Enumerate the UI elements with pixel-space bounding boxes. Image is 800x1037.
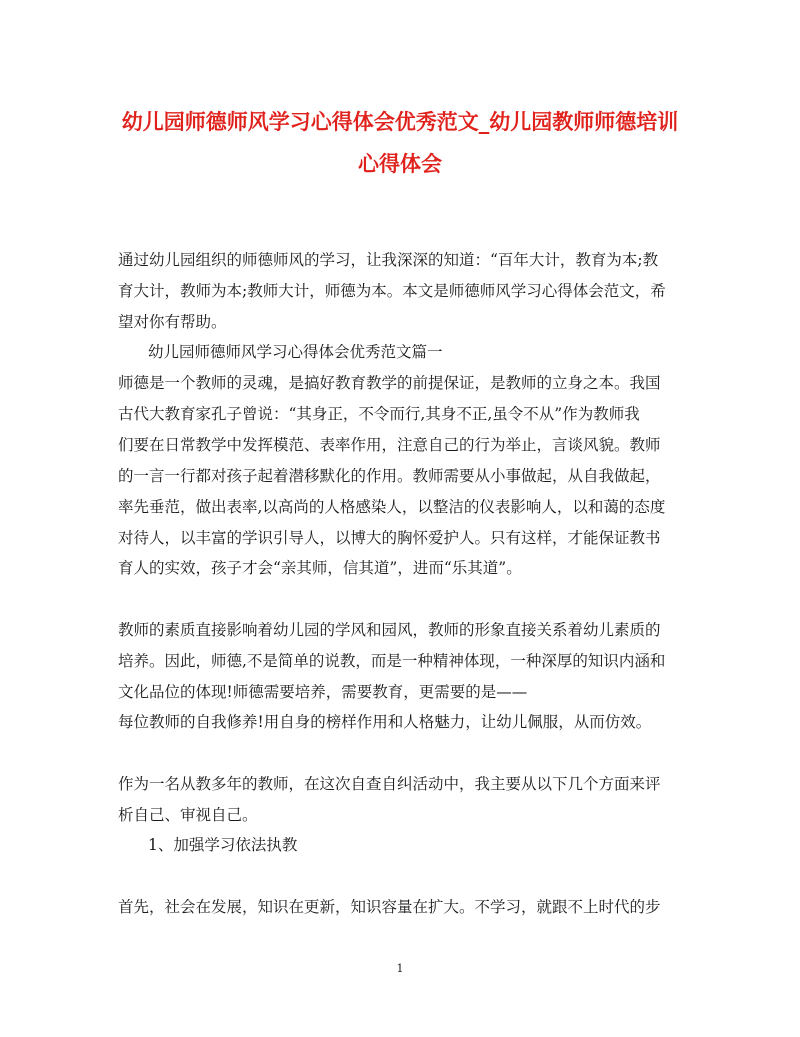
body-line: 作为一名从教多年的教师，在这次自查自纠活动中，我主要从以下几个方面来评 [118,775,661,793]
body-line: 每位教师的自我修养!用自身的榜样作用和人格魅力，让幼儿佩服，从而仿效。 [118,713,652,731]
body-line: 们要在日常教学中发挥模范、表率作用，注意自己的行为举止，言谈风貌。教师 [118,436,661,454]
body-line: 教师的素质直接影响着幼儿园的学风和园风，教师的形象直接关系着幼儿素质的 [118,621,661,639]
body-line: 率先垂范，做出表率,以高尚的人格感染人，以整洁的仪表影响人，以和蔼的态度 [118,498,666,516]
body-line: 对待人，以丰富的学识引导人，以博大的胸怀爱护人。只有这样，才能保证教书 [118,529,661,547]
body-line: 培养。因此，师德,不是简单的说教，而是一种精神体现，一种深厚的知识内涵和 [118,652,666,670]
body-line: 古代大教育家孔子曾说：“其身正，不令而行,其身不正,虽令不从”作为教师我 [118,405,640,423]
body-line: 的一言一行都对孩子起着潜移默化的作用。教师需要从小事做起，从自我做起， [118,467,661,485]
body-line: 育大计，教师为本;教师大计，师德为本。本文是师德师风学习心得体会范文，希 [118,282,666,300]
body-line: 师德是一个教师的灵魂，是搞好教育教学的前提保证，是教师的立身之本。我国 [118,374,661,392]
document-title-line-2: 心得体会 [358,151,442,176]
section-heading: 1、加强学习依法执教 [148,836,298,854]
body-line: 首先，社会在发展，知识在更新，知识容量在扩大。不学习，就跟不上时代的步 [118,898,661,916]
body-line: 通过幼儿园组织的师德师风的学习，让我深深的知道：“百年大计，教育为本;教 [118,251,659,269]
body-line: 文化品位的体现!师德需要培养，需要教育，更需要的是—— [118,683,528,701]
body-line: 育人的实效，孩子才会“亲其师，信其道”，进而“乐其道”。 [118,559,522,577]
document-title-line-1: 幼儿园师德师风学习心得体会优秀范文_幼儿园教师师德培训 [121,109,679,134]
page-number: 1 [396,962,404,975]
body-line: 望对你有帮助。 [118,313,227,331]
section-heading: 幼儿园师德师风学习心得体会优秀范文篇一 [148,343,443,361]
body-line: 析自己、审视自己。 [118,806,258,824]
